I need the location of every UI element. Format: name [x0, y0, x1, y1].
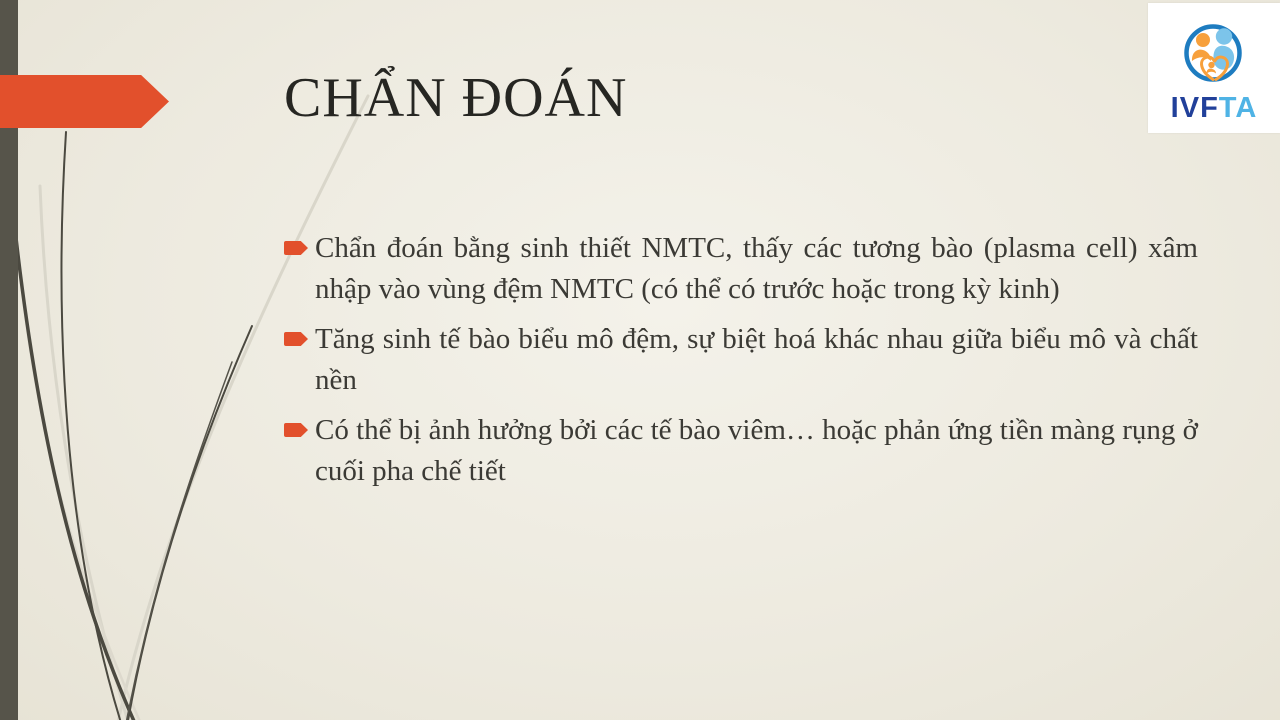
- bullet-arrow-icon: [284, 241, 308, 255]
- logo-text-ta: TA: [1218, 92, 1258, 124]
- page-title: CHẨN ĐOÁN: [284, 67, 628, 129]
- logo-card: [1148, 3, 1280, 133]
- bullet-arrow-icon: [284, 332, 308, 346]
- ivfta-logo-icon: [1148, 5, 1280, 97]
- bullet-text: Chẩn đoán bằng sinh thiết NMTC, thấy các tương bào (plasma cell) xâm nhập vào vùng đệm NMTC (có thể có trước hoặc trong kỳ kinh): [315, 232, 1198, 305]
- slide-body: [284, 228, 1198, 501]
- bullet-arrow-icon: [284, 423, 308, 437]
- title-arrow-shape: [0, 75, 169, 128]
- list-item: [284, 228, 1198, 310]
- logo-text: [1171, 93, 1258, 123]
- list-item: [284, 319, 1198, 401]
- bullet-text: Tăng sinh tế bào biểu mô đệm, sự biệt hoá khác nhau giữa biểu mô và chất nền: [315, 323, 1198, 396]
- bullet-list: [284, 228, 1198, 492]
- bullet-text: Có thể bị ảnh hưởng bởi các tế bào viêm… hoặc phản ứng tiền màng rụng ở cuối pha chế tiết: [315, 414, 1198, 487]
- logo-text-ivf: IVF: [1170, 92, 1219, 124]
- list-item: [284, 410, 1198, 492]
